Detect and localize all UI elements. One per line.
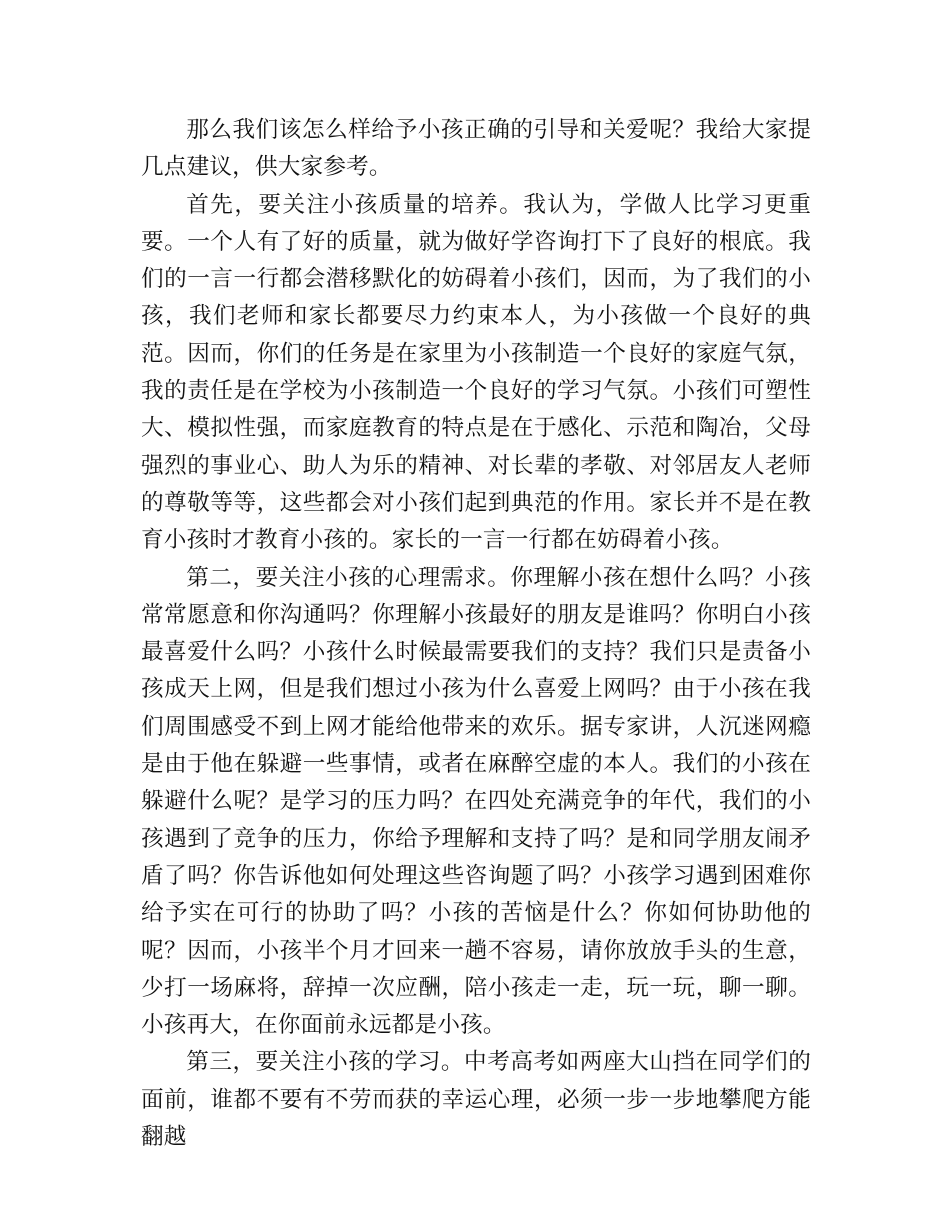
paragraph-intro: 那么我们该怎么样给予小孩正确的引导和关爱呢？我给大家提几点建议，供大家参考。 <box>141 117 811 181</box>
paragraph-second-point: 第二，要关注小孩的心理需求。你理解小孩在想什么吗？小孩常常愿意和你沟通吗？你理解小孩最好的朋友是谁吗？你明白小孩最喜爱什么吗？小孩什么时候最需要我们的支持？我们只是责备小孩成天上网，但是我们想过小孩为什么喜爱上网吗？由于小孩在我们周围感受不到上网才能给他带来的欢乐。据专家讲，人沉迷网瘾是由于他在躲避一些事情，或者在麻醉空虚的本人。我们的小孩在躲避什么呢？是学习的压力吗？在四处充满竞争的年代，我们的小孩遇到了竞争的压力，你给予理解和支持了吗？是和同学朋友闹矛盾了吗？你告诉他如何处理这些咨询题了吗？小孩学习遇到困难你给予实在可行的协助了吗？小孩的苦恼是什么？你如何协助他的呢？因而，小孩半个月才回来一趟不容易，请你放放手头的生意，少打一场麻将，辞掉一次应酬，陪小孩走一走，玩一玩，聊一聊。小孩再大，在你面前永远都是小孩。 <box>141 564 811 1039</box>
paragraph-third-point: 第三，要关注小孩的学习。中考高考如两座大山挡在同学们的面前，谁都不要有不劳而获的幸运心理，必须一步一步地攀爬方能翻越 <box>141 1049 811 1151</box>
document-body <box>141 112 811 1156</box>
paragraph-first-point: 首先，要关注小孩质量的培养。我认为，学做人比学习更重要。一个人有了好的质量，就为做好学咨询打下了良好的根底。我们的一言一行都会潜移默化的妨碍着小孩们，因而，为了我们的小孩，我们老师和家长都要尽力约束本人，为小孩做一个良好的典范。因而，你们的任务是在家里为小孩制造一个良好的家庭气氛，我的责任是在学校为小孩制造一个良好的学习气氛。小孩们可塑性大、模拟性强，而家庭教育的特点是在于感化、示范和陶冶，父母强烈的事业心、助人为乐的精神、对长辈的孝敬、对邻居友人老师的尊敬等等，这些都会对小孩们起到典范的作用。家长并不是在教育小孩时才教育小孩的。家长的一言一行都在妨碍着小孩。 <box>141 191 811 554</box>
